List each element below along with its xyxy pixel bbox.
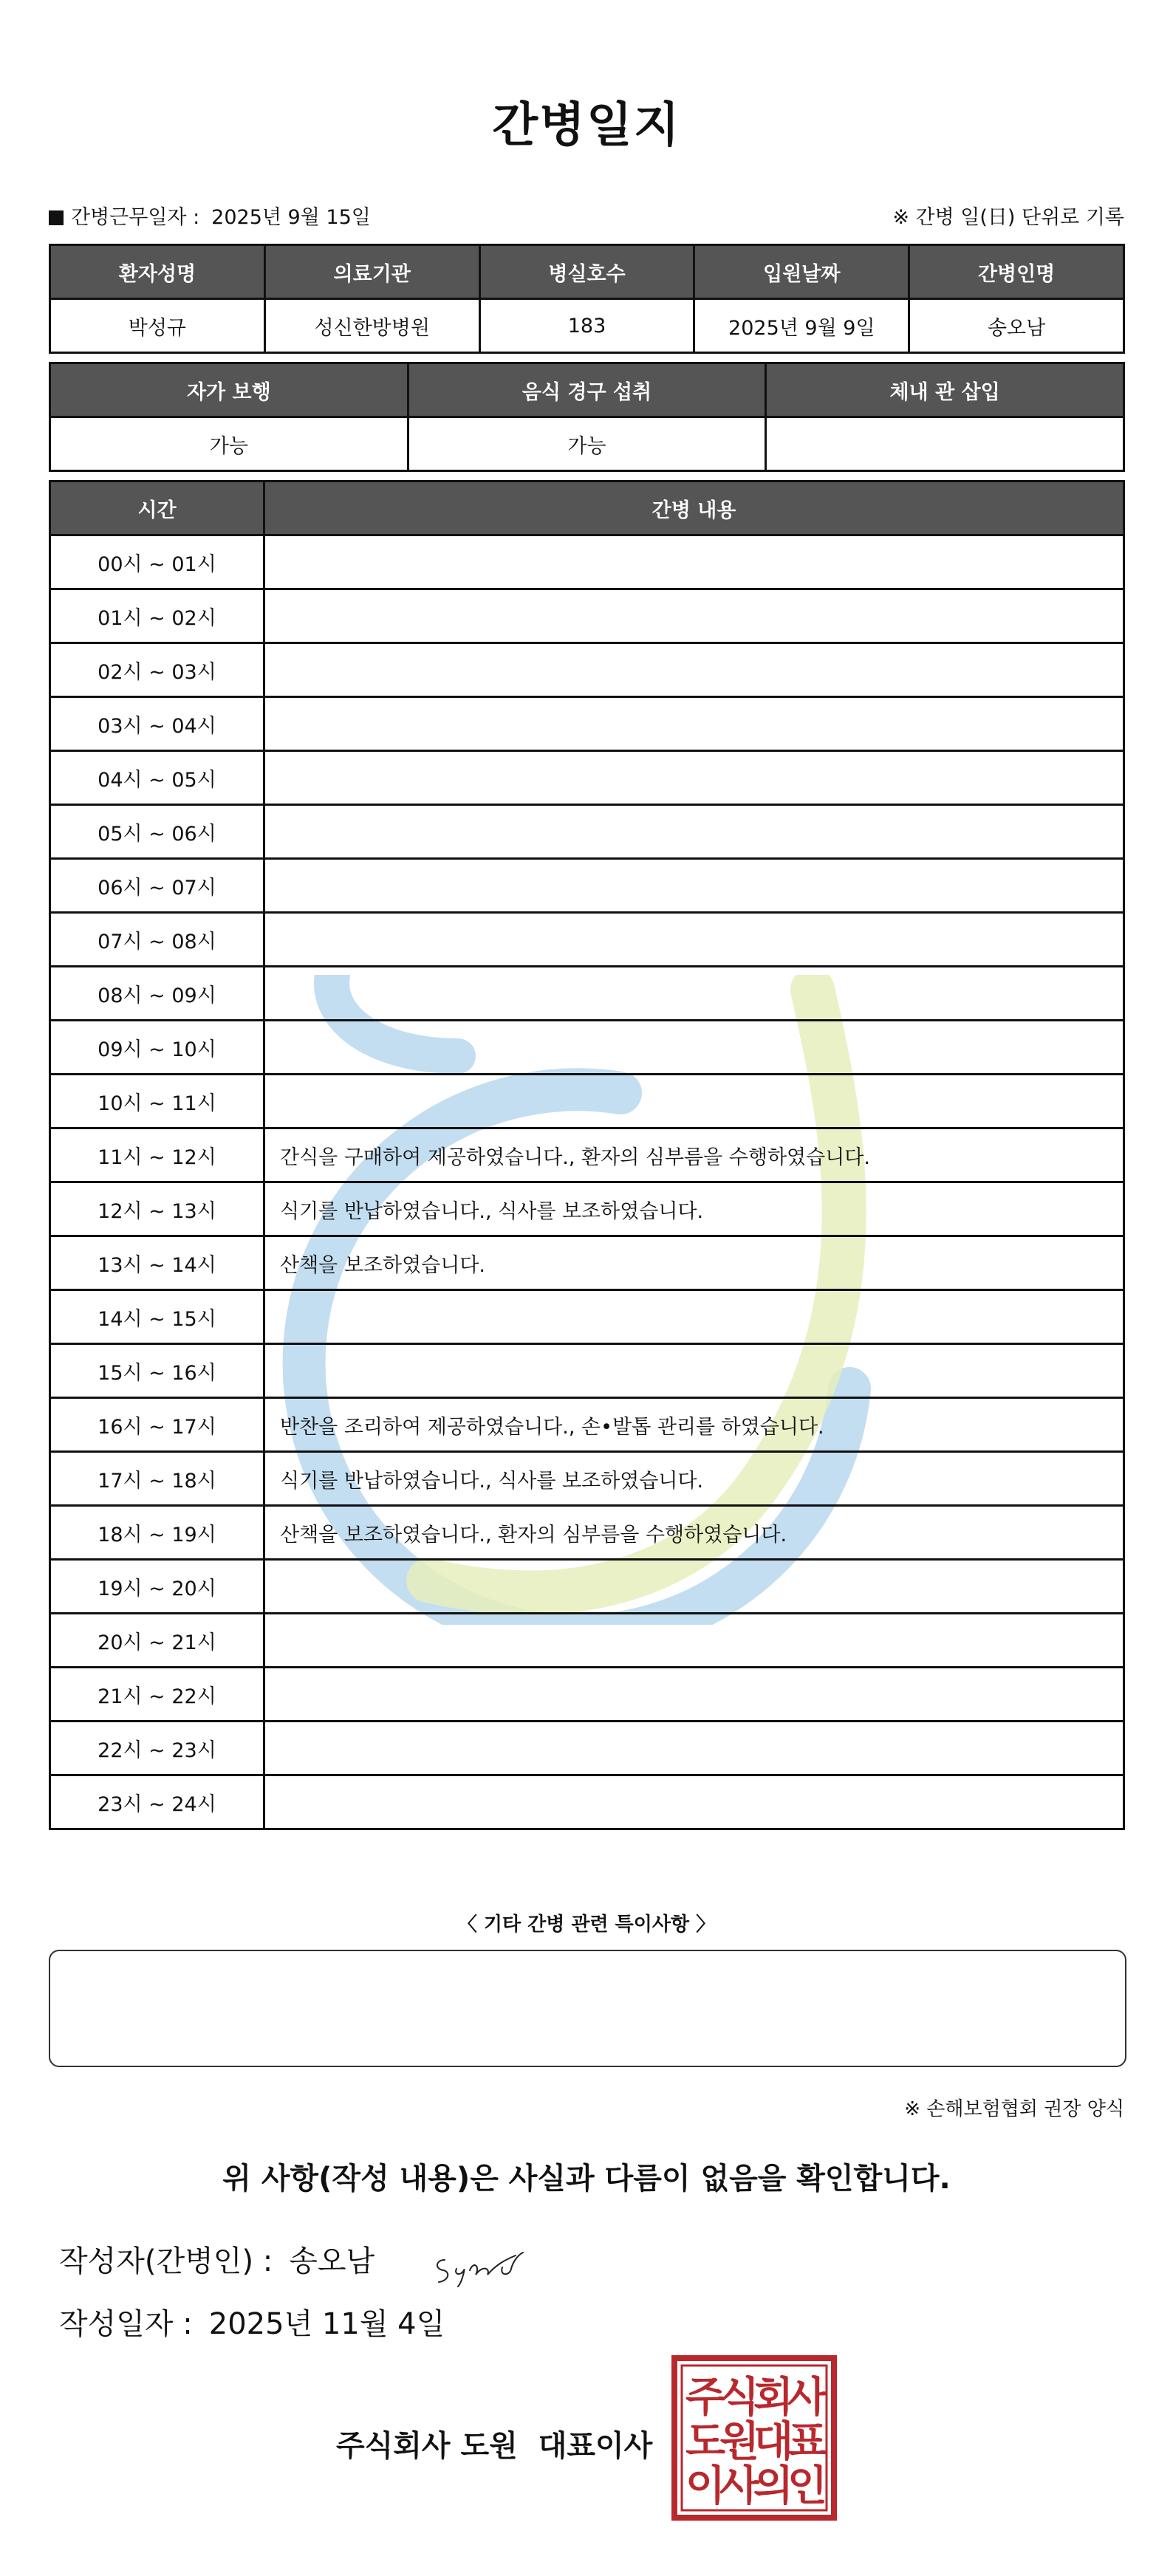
written-date: 2025년 11월 4일 (208, 2307, 445, 2341)
time-slot: 10시 ~ 11시 (50, 1075, 264, 1128)
header-tube-insertion: 체내 관 삽입 (766, 363, 1124, 417)
table-row (50, 1614, 1124, 1668)
time-slot: 11시 ~ 12시 (50, 1128, 264, 1182)
document-title: 간병일지 (492, 98, 681, 153)
svg-text:사: 사 (719, 2462, 760, 2510)
time-slot: 12시 ~ 13시 (50, 1182, 264, 1236)
meta-row (49, 201, 1124, 230)
table-row (50, 859, 1124, 913)
header-care-content: 간병 내용 (264, 482, 1124, 535)
confirmation-statement: 위 사항(작성 내용)은 사실과 다름이 없음을 확인합니다. (222, 2162, 951, 2196)
handwritten-signature (428, 2238, 532, 2289)
time-slot: 17시 ~ 18시 (50, 1452, 264, 1506)
care-content: 반찬을 조리하여 제공하였습니다., 손•발톱 관리를 하였습니다. (264, 1398, 1124, 1452)
table-row (50, 1182, 1124, 1236)
care-log-rows (50, 535, 1124, 1829)
record-note: ※ 간병 일(日) 단위로 기록 (892, 206, 1124, 229)
time-slot: 18시 ~ 19시 (50, 1506, 264, 1560)
care-content (264, 1290, 1124, 1344)
svg-text:회: 회 (753, 2374, 794, 2422)
care-content (264, 1722, 1124, 1775)
care-content: 산책을 보조하였습니다. (264, 1236, 1124, 1290)
work-date (49, 201, 371, 230)
table-row (50, 1560, 1124, 1614)
care-content (264, 805, 1124, 859)
care-content (264, 1668, 1124, 1722)
table-row (50, 967, 1124, 1021)
time-slot: 19시 ~ 20시 (50, 1560, 264, 1614)
care-content (264, 1614, 1124, 1668)
work-date-label: 간병근무일자 : (71, 206, 200, 229)
table-row (50, 1290, 1124, 1344)
table-row (50, 1668, 1124, 1722)
table-row (50, 805, 1124, 859)
care-content (264, 1021, 1124, 1075)
patient-name: 박성규 (50, 299, 265, 353)
hospital: 성신한방병원 (264, 299, 479, 353)
time-slot: 16시 ~ 17시 (50, 1398, 264, 1452)
care-log-table (49, 480, 1125, 1830)
header-oral-intake: 음식 경구 섭취 (408, 363, 766, 417)
company-line (336, 2422, 652, 2464)
header-caregiver: 간병인명 (909, 245, 1124, 299)
care-content: 식기를 반납하였습니다., 식사를 보조하였습니다. (264, 1182, 1124, 1236)
admission-date: 2025년 9월 9일 (694, 299, 909, 353)
tube-insertion-status (766, 417, 1124, 471)
table-row (50, 1236, 1124, 1290)
special-notes-box (49, 1950, 1126, 2067)
care-content (264, 643, 1124, 697)
time-slot: 08시 ~ 09시 (50, 967, 264, 1021)
time-slot: 04시 ~ 05시 (50, 751, 264, 805)
time-slot: 02시 ~ 03시 (50, 643, 264, 697)
time-slot: 13시 ~ 14시 (50, 1236, 264, 1290)
table-row (50, 1021, 1124, 1075)
svg-text:사: 사 (787, 2374, 828, 2422)
work-date-value: 2025년 9월 15일 (211, 206, 371, 229)
table-row (50, 1452, 1124, 1506)
time-slot: 05시 ~ 06시 (50, 805, 264, 859)
svg-text:식: 식 (719, 2374, 760, 2422)
care-content (264, 913, 1124, 967)
care-content: 간식을 구매하여 제공하였습니다., 환자의 심부름을 수행하였습니다. (264, 1128, 1124, 1182)
time-slot: 23시 ~ 24시 (50, 1775, 264, 1829)
care-content (264, 1560, 1124, 1614)
table-row (50, 1075, 1124, 1128)
written-date-line (59, 2301, 445, 2343)
care-content (264, 589, 1124, 643)
care-content (264, 535, 1124, 589)
care-content (264, 859, 1124, 913)
header-time: 시간 (50, 482, 264, 535)
table-row (50, 1344, 1124, 1398)
time-slot: 22시 ~ 23시 (50, 1722, 264, 1775)
header-admission-date: 입원날짜 (694, 245, 909, 299)
care-content (264, 1775, 1124, 1829)
table-row (50, 643, 1124, 697)
special-notes-title: 〈 기타 간병 관련 특이사항 〉 (457, 1914, 716, 1936)
representative-title: 대표이사 (538, 2429, 653, 2463)
header-room: 병실호수 (479, 245, 694, 299)
header-walking: 자가 보행 (50, 363, 408, 417)
writer-line (59, 2238, 375, 2280)
care-content (264, 697, 1124, 751)
writer-name: 송오남 (289, 2244, 375, 2278)
table-row (50, 1128, 1124, 1182)
care-content (264, 1075, 1124, 1128)
patient-info-table (49, 244, 1125, 354)
room-number: 183 (479, 299, 694, 353)
svg-text:대: 대 (753, 2418, 794, 2466)
time-slot: 01시 ~ 02시 (50, 589, 264, 643)
table-row (50, 697, 1124, 751)
care-content (264, 967, 1124, 1021)
time-slot: 15시 ~ 16시 (50, 1344, 264, 1398)
written-date-label: 작성일자 : (59, 2307, 193, 2341)
table-row (50, 1775, 1124, 1829)
company-name: 주식회사 도원 (336, 2429, 518, 2463)
table-row (50, 1722, 1124, 1775)
time-slot: 20시 ~ 21시 (50, 1614, 264, 1668)
svg-text:인: 인 (787, 2462, 828, 2510)
table-row (50, 1398, 1124, 1452)
form-source-note: ※ 손해보험협회 권장 양식 (904, 2098, 1124, 2120)
time-slot: 03시 ~ 04시 (50, 697, 264, 751)
svg-text:의: 의 (753, 2462, 794, 2510)
time-slot: 14시 ~ 15시 (50, 1290, 264, 1344)
table-row (50, 589, 1124, 643)
header-hospital: 의료기관 (264, 245, 479, 299)
oral-intake-status: 가능 (408, 417, 766, 471)
time-slot: 06시 ~ 07시 (50, 859, 264, 913)
time-slot: 07시 ~ 08시 (50, 913, 264, 967)
svg-text:표: 표 (787, 2418, 828, 2466)
table-row (50, 751, 1124, 805)
care-content: 식기를 반납하였습니다., 식사를 보조하였습니다. (264, 1452, 1124, 1506)
svg-text:도: 도 (685, 2418, 726, 2466)
walking-status: 가능 (50, 417, 408, 471)
table-row (50, 535, 1124, 589)
square-bullet-icon (49, 210, 64, 225)
time-slot: 09시 ~ 10시 (50, 1021, 264, 1075)
time-slot: 21시 ~ 22시 (50, 1668, 264, 1722)
table-row (50, 1506, 1124, 1560)
svg-text:원: 원 (719, 2418, 760, 2466)
time-slot: 00시 ~ 01시 (50, 535, 264, 589)
table-row (50, 913, 1124, 967)
patient-status-table (49, 362, 1125, 472)
caregiver-name: 송오남 (909, 299, 1124, 353)
company-seal-stamp (668, 2352, 840, 2524)
header-patient-name: 환자성명 (50, 245, 265, 299)
svg-text:이: 이 (685, 2462, 726, 2510)
care-content: 산책을 보조하였습니다., 환자의 심부름을 수행하였습니다. (264, 1506, 1124, 1560)
care-content (264, 1344, 1124, 1398)
svg-text:주: 주 (685, 2374, 726, 2422)
care-content (264, 751, 1124, 805)
writer-label: 작성자(간병인) : (59, 2244, 273, 2278)
